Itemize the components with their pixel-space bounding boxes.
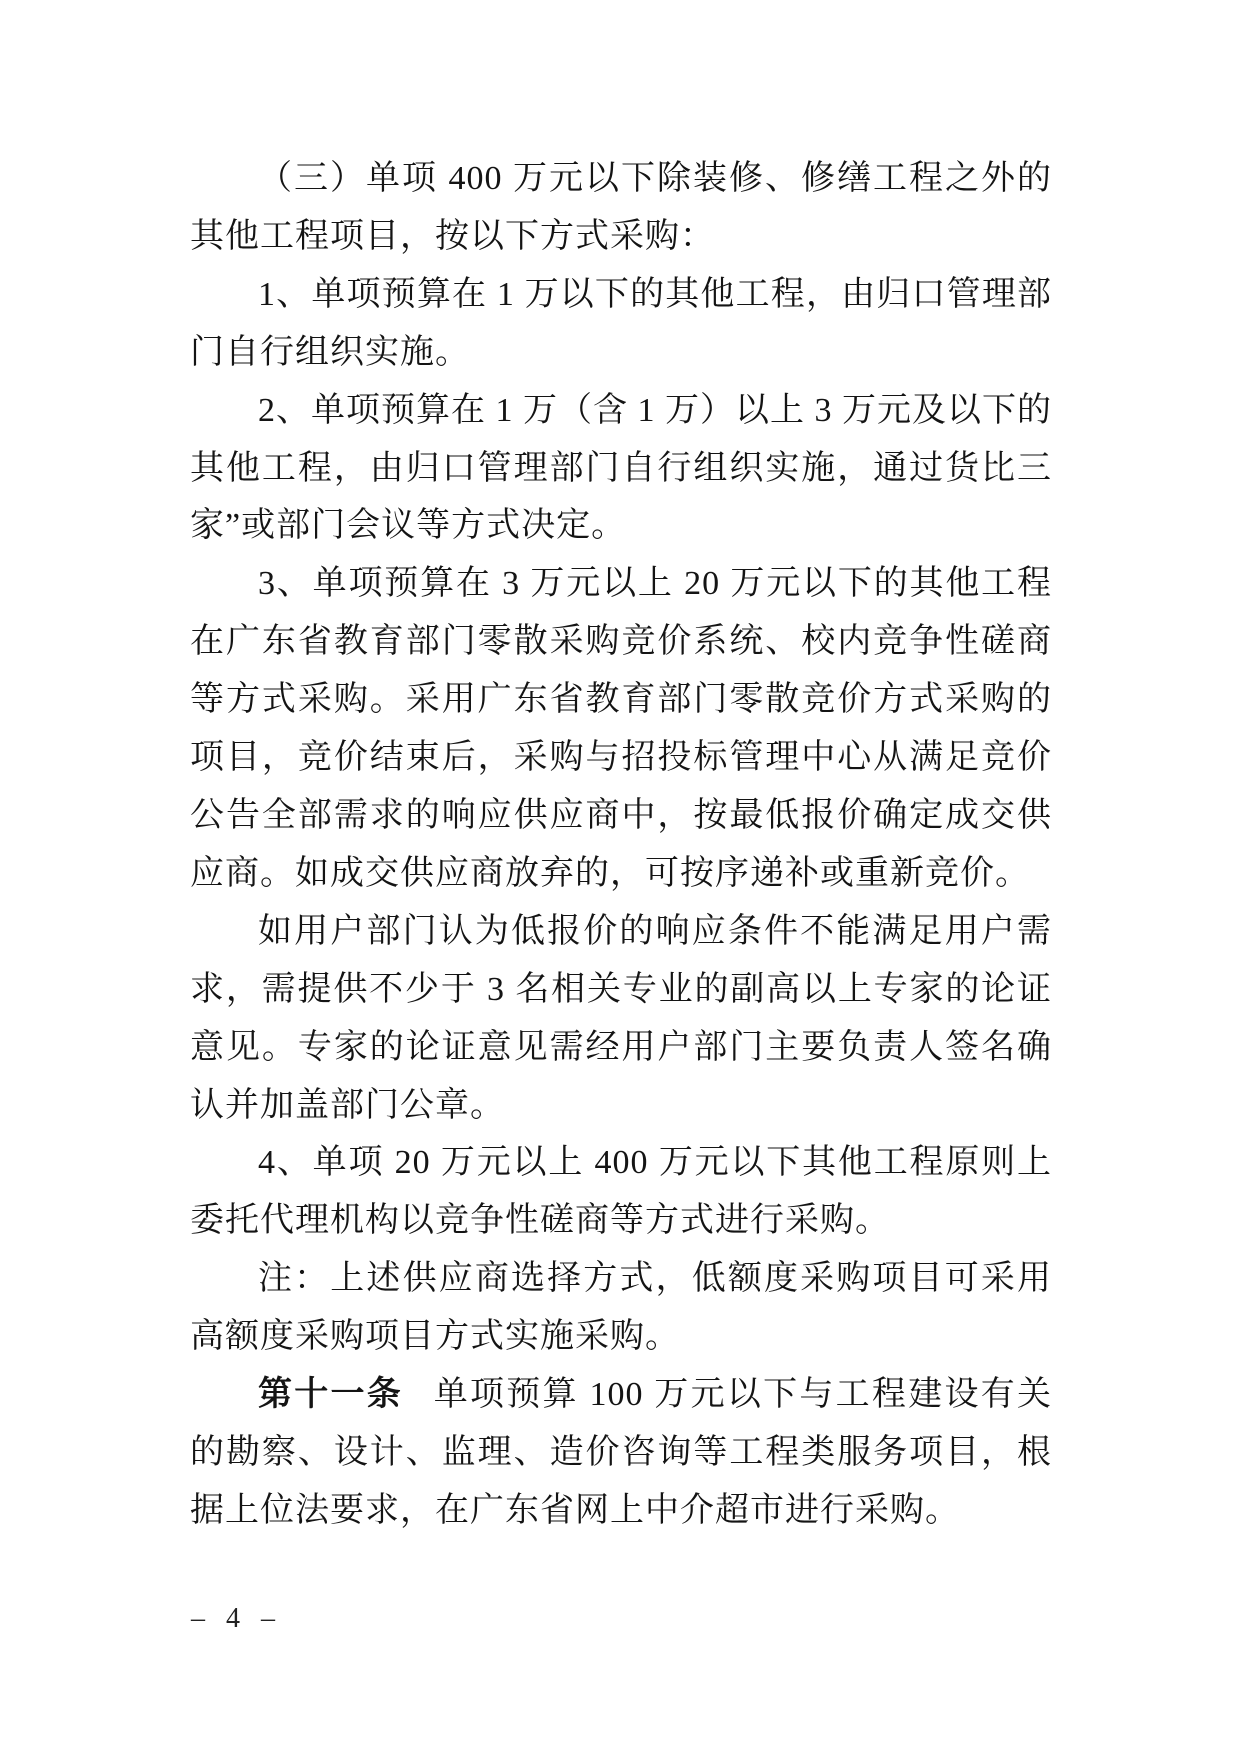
paragraph-note	[190, 1250, 1052, 1366]
paragraph-expert-note	[190, 903, 1052, 1135]
paragraph-text: （三）单项 400 万元以下除装修、修缮工程之外的其他工程项目，按以下方式采购：	[190, 160, 1052, 255]
paragraph-text: 3、单项预算在 3 万元以上 20 万元以下的其他工程在广东省教育部门零散采购竞价系统、校内竞争性磋商等方式采购。采用广东省教育部门零散竞价方式采购的项目，竞价结束后，采购与招投标管理中心从满足竞价公告全部需求的响应供应商中，按最低报价确定成交供应商。如成交供应商放弃的，可按序递补或重新竞价。	[190, 565, 1052, 892]
paragraph-text: 如用户部门认为低报价的响应条件不能满足用户需求，需提供不少于 3 名相关专业的副高以上专家的论证意见。专家的论证意见需经用户部门主要负责人签名确认并加盖部门公章。	[190, 912, 1052, 1124]
paragraph-text: 4、单项 20 万元以上 400 万元以下其他工程原则上委托代理机构以竞争性磋商等方式进行采购。	[190, 1144, 1052, 1240]
paragraph-item-1	[190, 266, 1052, 382]
paragraph-text: 1、单项预算在 1 万以下的其他工程，由归口管理部门自行组织实施。	[190, 275, 1052, 371]
paragraph-section-3	[190, 150, 1052, 266]
paragraph-item-2	[190, 382, 1052, 556]
paragraph-item-4	[190, 1134, 1052, 1250]
paragraph-text: 单项预算 100 万元以下与工程建设有关的勘察、设计、监理、造价咨询等工程类服务项目，根据上位法要求，在广东省网上中介超市进行采购。	[190, 1376, 1053, 1529]
page-number: – 4 –	[191, 1603, 282, 1634]
paragraph-article-11	[190, 1366, 1052, 1540]
paragraph-text: 注：上述供应商选择方式，低额度采购项目可采用高额度采购项目方式实施采购。	[190, 1260, 1052, 1356]
article-number: 第十一条	[258, 1376, 404, 1414]
document-content	[190, 150, 1052, 1540]
paragraph-item-3	[190, 555, 1052, 902]
paragraph-text: 2、单项预算在 1 万（含 1 万）以上 3 万元及以下的其他工程，由归口管理部门自行组织实施，通过货比三家”或部门会议等方式决定。	[190, 391, 1052, 545]
